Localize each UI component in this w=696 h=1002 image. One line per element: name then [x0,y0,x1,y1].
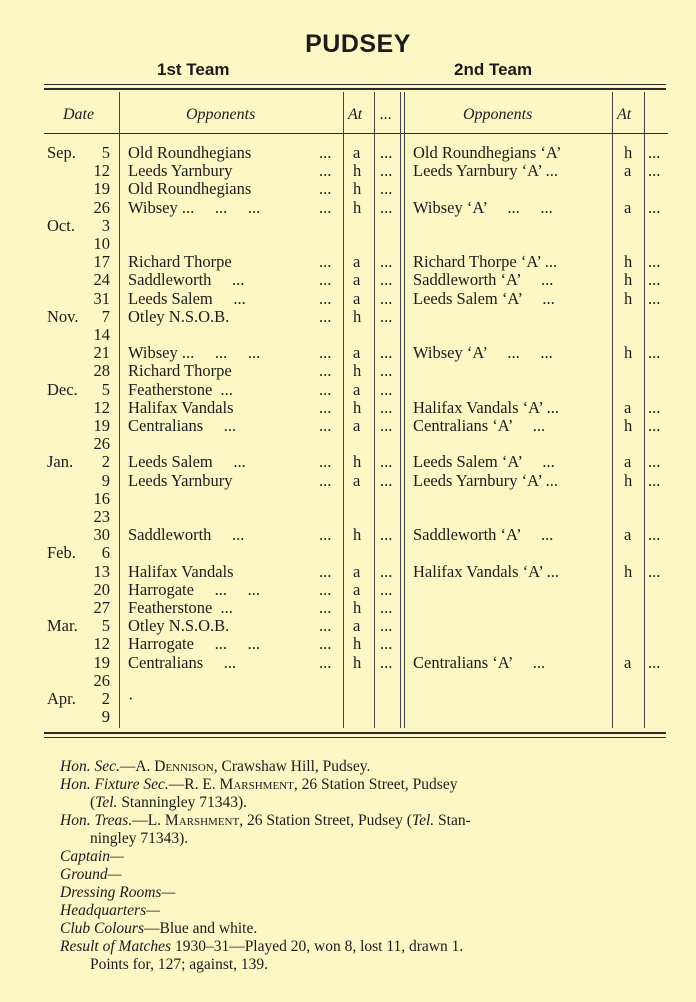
fixture-sec-address: , 26 Station Street, Pudsey [293,776,458,793]
treasurer-tel-label: Tel. [411,812,435,829]
first-team-opponent: Otley N.S.O.B. [128,306,230,326]
leader-dots: ... [380,470,393,490]
fixture-day: 27 [93,598,110,617]
first-team-opponent: Saddleworth ... [128,270,245,290]
second-team-venue: h [624,270,633,290]
leader-dots: ... [380,361,393,381]
leader-dots: ... [648,197,661,217]
table-row [0,635,696,653]
fixture-day: 6 [101,543,110,563]
leader-dots: ... [380,288,393,308]
leader-dots: ... [319,397,332,417]
first-team-venue: h [353,634,362,654]
at-header-2nd: At [617,106,632,123]
second-team-opponent: Halifax Vandals ‘A’ ... [413,397,560,417]
table-row [0,435,696,453]
fixture-day: 5 [101,143,110,162]
fixture-day: 7 [101,306,110,326]
leader-dots: ... [319,470,332,490]
treasurer-tel-line [60,830,670,848]
first-team-venue: h [353,197,362,217]
first-team-venue: a [353,252,361,272]
leader-dots: ... [648,252,661,272]
leader-dots: ... [319,179,332,199]
first-team-heading: 1st Team [157,60,230,79]
leader-dots: ... [648,525,661,545]
first-team-venue: a [353,579,361,599]
dressing-rooms-label: Dressing Rooms— [60,884,176,901]
fixture-day: 10 [93,234,110,253]
leader-dots: ... [319,306,332,326]
leader-dots: ... [648,416,661,435]
second-team-opponent: Leeds Yarnbury ‘A’ ... [413,161,558,181]
ground-label: Ground— [60,866,122,883]
fixture-month: Oct. [47,215,75,235]
result-line [60,938,670,956]
second-team-opponent: Saddleworth ‘A’ ... [413,270,554,290]
leader-dots: ... [648,270,661,290]
table-row [0,599,696,617]
leader-dots: ... [648,143,661,162]
table-row [0,544,696,562]
result-label: Result of Matches [60,938,172,955]
club-colours-value: Blue and white. [159,920,258,937]
opponents-header-2nd: Opponents [463,106,533,123]
fixture-day: 3 [101,215,110,235]
fixture-tel-number: Stanningley 71343). [117,794,248,811]
second-team-venue: a [624,525,632,545]
table-row [0,180,696,198]
first-team-opponent: Wibsey ... ... ... [128,197,261,217]
leader-dots: ... [648,288,661,308]
result-value: 1930–31—Played 20, won 8, lost 11, drawn 1. [171,938,464,955]
first-team-venue: h [353,652,362,672]
points-value: Points for, 127; against, 139. [90,956,269,973]
table-row [0,508,696,526]
leader-dots: ... [319,452,332,472]
leader-dots: ... [648,452,661,472]
leader-dots: ... [380,416,393,435]
bottom-rule-thin [44,737,666,738]
fixture-day: 26 [93,670,110,690]
fixture-day: 23 [93,507,110,526]
first-team-venue: a [353,470,361,490]
table-row [0,199,696,217]
second-team-opponent: Saddleworth ‘A’ ... [413,525,554,545]
leader-dots: ... [319,652,332,672]
at-header-1st: At [348,106,363,123]
second-team-venue: h [624,143,633,162]
table-row [0,417,696,435]
fixture-day: 19 [93,652,110,672]
table-row [0,526,696,544]
second-team-venue: h [624,561,633,581]
fixture-day: 12 [93,634,110,654]
first-team-venue: h [353,397,362,417]
second-team-venue: h [624,470,633,490]
fixture-day: 12 [93,161,110,181]
first-team-venue: a [353,561,361,581]
first-team-venue: a [353,379,361,399]
fixture-day: 5 [101,616,110,636]
second-team-venue: a [624,452,632,472]
first-team-opponent: Old Roundhegians [128,179,252,199]
leader-dots: ... [380,252,393,272]
first-team-venue: a [353,343,361,363]
fixture-day: 26 [93,197,110,217]
fixture-tel-paren: ( [90,794,96,811]
second-team-opponent: Centralians ‘A’ ... [413,416,546,435]
fixture-day: 5 [101,379,110,399]
table-row [0,290,696,308]
captain-line [60,848,670,866]
table-row [0,672,696,690]
leader-dots: ... [380,652,393,672]
first-team-opponent: Old Roundhegians [128,143,252,162]
table-row [0,581,696,599]
second-team-opponent: Centralians ‘A’ ... [413,652,546,672]
table-row [0,563,696,581]
second-team-opponent: Leeds Salem ‘A’ ... [413,452,555,472]
leader-dots: ... [380,179,393,199]
fixture-day: 17 [93,252,110,272]
table-row [0,144,696,162]
first-team-opponent: Otley N.S.O.B. [128,616,230,636]
second-team-venue: a [624,197,632,217]
leader-dots: ... [319,197,332,217]
leader-dots: ... [380,197,393,217]
fixture-month: Mar. [47,616,78,636]
dressing-rooms-line [60,884,670,902]
leader-dots: ... [319,416,332,435]
headquarters-line [60,902,670,920]
top-rule [44,84,666,85]
table-row [0,308,696,326]
second-team-venue: h [624,288,633,308]
first-team-opponent: Leeds Yarnbury [128,470,233,490]
second-team-venue: a [624,161,632,181]
fixture-day: 12 [93,397,110,417]
first-team-opponent: Richard Thorpe [128,252,232,272]
fixture-day: 28 [93,361,110,381]
fixture-day: 19 [93,416,110,435]
first-team-venue: a [353,270,361,290]
fixture-day: 13 [93,561,110,581]
leader-dots: ... [380,561,393,581]
first-team-opponent: Richard Thorpe [128,361,232,381]
leader-dots: ... [648,343,661,363]
second-team-venue: a [624,397,632,417]
leader-dots: ... [648,470,661,490]
treasurer-line: Hon. Treas.—L. Marshment, 26 Station Street, Pudsey (Tel. Stan- [60,812,471,829]
leader-dots: ... [380,452,393,472]
leader-dots: ... [319,379,332,399]
leader-dots: ... [319,616,332,636]
captain-label: Captain— [60,848,124,865]
table-row [0,235,696,253]
second-team-venue: h [624,343,633,363]
table-row [0,617,696,635]
fixture-day: 2 [101,452,110,472]
fixture-day: 20 [93,579,110,599]
fixture-month: Apr. [47,689,76,708]
fixture-day: 31 [93,288,110,308]
fixture-day: 19 [93,179,110,199]
second-team-opponent: Leeds Yarnbury ‘A’ ... [413,470,558,490]
fixture-day: 9 [101,470,110,490]
header-rule [44,133,668,134]
date-header: Date [63,106,95,123]
opponents-header-1st: Opponents [186,106,256,123]
first-team-venue: h [353,598,362,617]
first-team-venue: a [353,616,361,636]
header-dots: ... [380,106,392,123]
fixture-tel-label: Tel. [95,794,118,811]
fixture-sec-line: Hon. Fixture Sec.—R. E. Marshment, 26 Station Street, Pudsey [60,776,458,793]
leader-dots: ... [319,143,332,162]
top-rule-thick [44,88,666,90]
fixture-day: 21 [93,343,110,363]
headquarters-label: Headquarters— [60,902,160,919]
table-row [0,162,696,180]
leader-dots: ... [380,161,393,181]
club-colours-line: Club Colours—Blue and white. [60,920,258,937]
first-team-opponent: Featherstone ... [128,598,233,617]
second-team-opponent: Wibsey ‘A’ ... ... [413,343,553,363]
fixture-day: 30 [93,525,110,545]
club-info [60,758,670,974]
leader-dots: ... [380,579,393,599]
first-team-venue: h [353,525,362,545]
second-team-venue: h [624,252,633,272]
points-line [60,956,670,974]
first-team-opponent: Centralians ... [128,652,237,672]
fixture-day: 26 [93,434,110,454]
hon-sec-line: Hon. Sec.—A. Dennison, Crawshaw Hill, Pudsey. [60,758,371,775]
leader-dots: ... [319,361,332,381]
fixture-day: 2 [101,689,110,708]
table-row [0,362,696,380]
leader-dots: ... [319,252,332,272]
leader-dots: ... [319,579,332,599]
leader-dots: ... [380,143,393,162]
leader-dots: ... [319,270,332,290]
leader-dots: ... [380,525,393,545]
first-team-venue: h [353,161,362,181]
fixture-month: Jan. [47,452,74,472]
treasurer-name: L. Marshment [147,812,240,829]
second-team-venue: h [624,416,633,435]
leader-dots: ... [319,598,332,617]
first-team-opponent: Halifax Vandals [128,561,234,581]
first-team-opponent: · [128,689,134,708]
first-team-venue: a [353,416,361,435]
leader-dots: ... [380,616,393,636]
first-team-opponent: Leeds Salem ... [128,288,246,308]
fixture-month: Nov. [47,306,79,326]
table-row [0,326,696,344]
table-row [0,453,696,471]
leader-dots: ... [319,161,332,181]
table-row [0,381,696,399]
first-team-opponent: Leeds Yarnbury [128,161,233,181]
first-team-venue: h [353,361,362,381]
leader-dots: ... [648,397,661,417]
leader-dots: ... [319,525,332,545]
hon-sec-label: Hon. Sec. [60,758,120,775]
club-colours-label: Club Colours [60,920,144,937]
table-row [0,399,696,417]
treasurer-address: , 26 Station Street, Pudsey ( [239,812,412,829]
table-row [0,217,696,235]
leader-dots: ... [648,652,661,672]
fixture-month: Feb. [47,543,76,563]
leader-dots: ... [648,561,661,581]
first-team-opponent: Harrogate ... ... [128,579,260,599]
table-row [0,690,696,708]
leader-dots: ... [319,343,332,363]
first-team-opponent: Wibsey ... ... ... [128,343,261,363]
leader-dots: ... [380,379,393,399]
table-row [0,490,696,508]
table-row [0,472,696,490]
table-row [0,708,696,726]
fixture-sec-name: R. E. Marshment [184,776,294,793]
fixture-month: Sep. [47,143,76,162]
leader-dots: ... [380,343,393,363]
first-team-opponent: Halifax Vandals [128,397,234,417]
fixture-day: 24 [93,270,110,290]
second-team-opponent: Halifax Vandals ‘A’ ... [413,561,560,581]
hon-sec-name: A. Dennison [135,758,214,775]
fixture-sec-label: Hon. Fixture Sec. [60,776,169,793]
table-row [0,253,696,271]
leader-dots: ... [319,288,332,308]
second-team-venue: a [624,652,632,672]
second-team-opponent: Wibsey ‘A’ ... ... [413,197,553,217]
first-team-venue: h [353,179,362,199]
second-team-opponent: Richard Thorpe ‘A’ ... [413,252,558,272]
leader-dots: ... [380,270,393,290]
first-team-opponent: Harrogate ... ... [128,634,260,654]
leader-dots: ... [380,306,393,326]
bottom-rule [44,732,666,734]
treasurer-tel-1: Stan- [434,812,471,829]
leader-dots: ... [380,598,393,617]
fixture-day: 9 [101,707,110,727]
leader-dots: ... [319,634,332,654]
first-team-opponent: Leeds Salem ... [128,452,246,472]
first-team-opponent: Centralians ... [128,416,237,435]
page-title: PUDSEY [305,30,411,58]
fixture-sec-tel-line [60,794,670,812]
fixture-day: 16 [93,488,110,508]
leader-dots: ... [319,561,332,581]
first-team-venue: h [353,306,362,326]
treasurer-tel-2: ningley 71343). [90,830,189,847]
fixture-month: Dec. [47,379,78,399]
ground-line [60,866,670,884]
table-row [0,344,696,362]
first-team-venue: h [353,452,362,472]
fixture-day: 14 [93,325,110,344]
second-team-opponent: Old Roundhegians ‘A’ [413,143,562,162]
leader-dots: ... [648,161,661,181]
first-team-venue: a [353,288,361,308]
second-team-opponent: Leeds Salem ‘A’ ... [413,288,555,308]
hon-sec-address: , Crawshaw Hill, Pudsey. [213,758,371,775]
first-team-opponent: Saddleworth ... [128,525,245,545]
leader-dots: ... [380,634,393,654]
leader-dots: ... [380,397,393,417]
treasurer-label: Hon. Treas. [60,812,133,829]
table-row [0,271,696,289]
first-team-opponent: Featherstone ... [128,379,233,399]
first-team-venue: a [353,143,361,162]
table-row [0,654,696,672]
second-team-heading: 2nd Team [454,60,533,79]
